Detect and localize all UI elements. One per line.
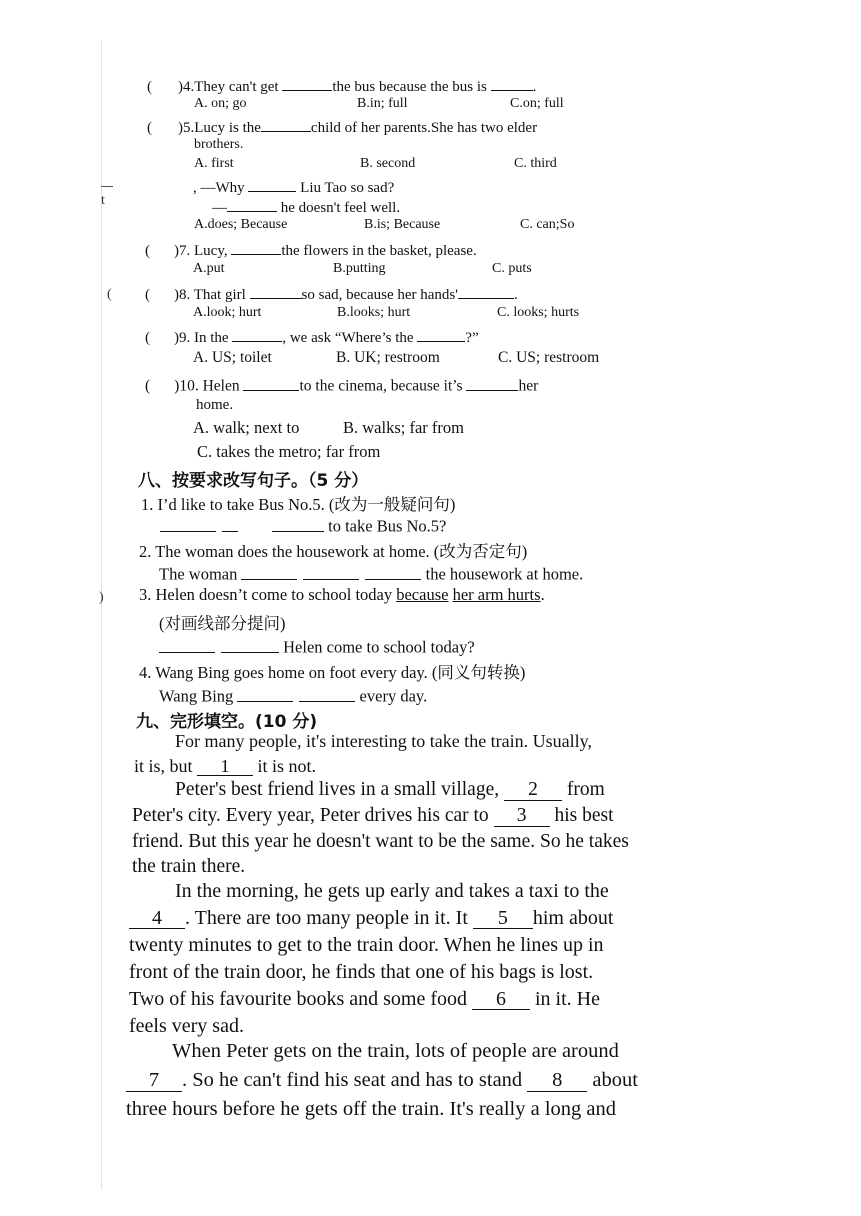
q6-blank-2[interactable] xyxy=(227,196,277,212)
q10-option-a[interactable]: A. walk; next to xyxy=(193,418,300,437)
answer-paren: ( xyxy=(145,377,151,395)
cloze-text: . There are too many people in it. It xyxy=(185,907,473,929)
cloze-text: Peter's city. Every year, Peter drives his car to xyxy=(132,805,494,826)
q4-option-b[interactable]: B.in; full xyxy=(357,96,408,111)
answer-paren: ( xyxy=(145,330,150,346)
q6-text-4: he doesn't feel well. xyxy=(277,200,401,216)
rewrite-3-prompt xyxy=(139,585,545,605)
margin-fold-line xyxy=(101,40,102,1190)
q8-text-1: )8. That girl xyxy=(174,287,250,303)
cloze-text: it is not. xyxy=(253,756,317,776)
rewrite-4-fill-2: every day. xyxy=(355,686,428,706)
q6-text-3: — xyxy=(212,200,227,216)
q6-option-c[interactable]: C. can;So xyxy=(520,217,575,232)
q4-text-2: the bus because the bus is xyxy=(332,79,491,95)
q5-option-a[interactable]: A. first xyxy=(194,156,234,171)
rewrite-3-fill-text: Helen come to school today? xyxy=(279,637,475,657)
q4-text-3: . xyxy=(532,79,537,95)
q8-option-a[interactable]: A.look; hurt xyxy=(193,305,262,320)
answer-paren: ( xyxy=(145,287,150,303)
question-7 xyxy=(145,239,477,260)
q9-blank-1[interactable] xyxy=(232,326,282,342)
q5-text-3: brothers. xyxy=(194,137,244,152)
question-6 xyxy=(193,176,394,197)
q4-blank-2[interactable] xyxy=(491,75,533,91)
q9-option-c[interactable]: C. US; restroom xyxy=(498,349,600,366)
rewrite-2-blank-1[interactable] xyxy=(241,562,297,580)
q7-text-1: )7. Lucy, xyxy=(174,243,232,259)
cloze-blank-5[interactable]: 5 xyxy=(473,908,533,929)
q9-option-b[interactable]: B. UK; restroom xyxy=(336,349,440,366)
q9-option-a[interactable]: A. US; toilet xyxy=(193,349,272,366)
q10-text-4: home. xyxy=(196,397,234,413)
cloze-blank-7[interactable]: 7 xyxy=(126,1070,182,1092)
cloze-text: from xyxy=(561,779,605,800)
rewrite-4-fill-1: Wang Bing xyxy=(159,686,238,706)
cloze-text: Peter's best friend lives in a small village, xyxy=(175,779,504,800)
rewrite-1-answer xyxy=(160,514,446,537)
q6-blank-1[interactable] xyxy=(248,176,296,192)
q4-option-c[interactable]: C.on; full xyxy=(510,96,564,111)
cloze-text: in it. He xyxy=(530,988,600,1010)
q7-option-b[interactable]: B.putting xyxy=(333,261,386,276)
q10-option-c[interactable]: C. takes the metro; far from xyxy=(197,442,381,461)
cloze-text: his best xyxy=(549,805,614,826)
q4-text-1: )4.They can't get xyxy=(178,79,283,95)
rewrite-4-answer xyxy=(159,684,427,707)
margin-mark-paren: ( xyxy=(107,287,112,302)
rewrite-3-note: (对画线部分提问) xyxy=(159,614,286,633)
rewrite-1-blank-1[interactable] xyxy=(160,514,216,532)
cloze-blank-1[interactable]: 1 xyxy=(197,757,253,776)
margin-mark-t: t xyxy=(101,193,105,208)
cloze-line-5: friend. But this year he doesn't want to be the same. So he takes xyxy=(132,831,629,852)
cloze-blank-3[interactable]: 3 xyxy=(494,806,550,827)
cloze-line-3 xyxy=(175,779,605,801)
cloze-line-8 xyxy=(129,907,613,930)
question-6-answer-line xyxy=(212,196,400,217)
q7-option-c[interactable]: C. puts xyxy=(492,261,532,276)
rewrite-2-fill-1: The woman xyxy=(159,564,242,584)
cloze-line-4 xyxy=(132,805,613,827)
cloze-line-13: When Peter gets on the train, lots of people are around xyxy=(172,1040,619,1062)
q8-text-3: . xyxy=(513,287,518,303)
q7-option-a[interactable]: A.put xyxy=(193,261,225,276)
q8-blank-1[interactable] xyxy=(250,283,302,299)
q9-text-1: )9. In the xyxy=(174,330,233,346)
cloze-blank-6[interactable]: 6 xyxy=(472,989,530,1010)
q10-text-1: )10. Helen xyxy=(174,377,244,395)
answer-paren: ( xyxy=(147,120,152,136)
q8-option-c[interactable]: C. looks; hurts xyxy=(497,305,580,320)
q5-text-1: )5.Lucy is the xyxy=(178,120,261,136)
q4-blank-1[interactable] xyxy=(282,75,332,91)
cloze-line-7: In the morning, he gets up early and takes a taxi to the xyxy=(175,880,609,902)
q5-blank-1[interactable] xyxy=(261,116,311,132)
cloze-text: it is, but xyxy=(134,756,198,776)
cloze-line-10: front of the train door, he finds that one of his bags is lost. xyxy=(129,961,594,983)
q9-text-2: , we ask “Where’s the xyxy=(282,330,418,346)
rewrite-3-text-2: . xyxy=(540,585,545,604)
cloze-text: . So he can't find his seat and has to stand xyxy=(182,1069,528,1091)
question-8 xyxy=(145,283,518,304)
q10-text-3: her xyxy=(518,377,539,395)
cloze-text: about xyxy=(587,1069,638,1091)
q5-text-2: child of her parents.She has two elder xyxy=(310,120,538,136)
q5-option-c[interactable]: C. third xyxy=(514,156,557,171)
q9-text-3: ?” xyxy=(465,330,479,346)
q6-text-1: , —Why xyxy=(193,180,249,196)
section-8-heading: 八、按要求改写句子。（5 分） xyxy=(138,471,369,491)
rewrite-2-blank-2[interactable] xyxy=(303,562,359,580)
cloze-line-1: For many people, it's interesting to take the train. Usually, xyxy=(175,731,592,751)
question-5 xyxy=(147,116,537,137)
cloze-text: Two of his favourite books and some food xyxy=(129,988,472,1010)
margin-mark-close-paren: ) xyxy=(99,590,104,605)
section-9-heading: 九、完形填空。(10 分) xyxy=(136,712,318,732)
cloze-line-2 xyxy=(134,756,316,777)
q9-blank-2[interactable] xyxy=(417,326,465,342)
q10-option-b[interactable]: B. walks; far from xyxy=(343,418,464,437)
q8-blank-2[interactable] xyxy=(458,283,514,299)
rewrite-3-text-1: 3. Helen doesn’t come to school today xyxy=(139,585,397,604)
question-10 xyxy=(145,374,538,396)
cloze-line-6: the train there. xyxy=(132,856,246,877)
q7-blank-1[interactable] xyxy=(231,239,281,255)
q5-option-b[interactable]: B. second xyxy=(360,156,416,171)
margin-tick-mark xyxy=(101,186,113,187)
rewrite-3-underlined-2: her arm hurts xyxy=(452,585,541,604)
rewrite-4-blank-2[interactable] xyxy=(299,684,355,702)
cloze-blank-2[interactable]: 2 xyxy=(504,780,562,801)
cloze-line-15: three hours before he gets off the train. It's really a long and xyxy=(126,1098,617,1120)
q10-blank-2[interactable] xyxy=(466,374,518,391)
rewrite-3-underlined-1: because xyxy=(396,585,449,604)
answer-paren: ( xyxy=(147,79,152,95)
q10-text-2: to the cinema, because it’s xyxy=(299,377,467,395)
cloze-line-12: feels very sad. xyxy=(129,1015,244,1037)
q7-text-2: the flowers in the basket, please. xyxy=(281,243,477,259)
rewrite-1-fill-text: to take Bus No.5? xyxy=(324,516,447,536)
q10-blank-1[interactable] xyxy=(243,374,299,391)
q8-text-2: so sad, because her hands' xyxy=(301,287,458,303)
q6-option-b[interactable]: B.is; Because xyxy=(364,217,441,232)
rewrite-4-prompt: 4. Wang Bing goes home on foot every day. (同义句转换) xyxy=(139,663,526,682)
rewrite-2-blank-3[interactable] xyxy=(365,562,421,580)
rewrite-2-answer xyxy=(159,562,583,585)
q6-text-2: Liu Tao so sad? xyxy=(296,180,395,196)
answer-paren: ( xyxy=(145,243,150,259)
rewrite-2-fill-2: the housework at home. xyxy=(421,564,584,584)
rewrite-3-blank-2[interactable] xyxy=(221,635,279,653)
cloze-line-9: twenty minutes to get to the train door. When he lines up in xyxy=(129,934,604,956)
cloze-blank-8[interactable]: 8 xyxy=(527,1070,587,1092)
rewrite-1-blank-3[interactable] xyxy=(272,514,324,532)
rewrite-1-blank-2[interactable] xyxy=(222,514,238,532)
cloze-line-14 xyxy=(126,1069,638,1092)
cloze-line-11 xyxy=(129,988,600,1011)
rewrite-4-blank-1[interactable] xyxy=(237,684,293,702)
q4-option-a[interactable]: A. on; go xyxy=(194,96,247,111)
rewrite-3-answer xyxy=(159,635,475,658)
cloze-text: him about xyxy=(532,907,614,929)
rewrite-1-prompt: 1. I’d like to take Bus No.5. (改为一般疑问句) xyxy=(141,495,456,514)
q8-option-b[interactable]: B.looks; hurt xyxy=(337,305,411,320)
cloze-blank-4[interactable]: 4 xyxy=(129,908,185,929)
q6-option-a[interactable]: A.does; Because xyxy=(194,217,288,232)
rewrite-3-blank-1[interactable] xyxy=(159,635,215,653)
question-9 xyxy=(145,326,479,347)
rewrite-2-prompt: 2. The woman does the housework at home. (改为否定句) xyxy=(139,542,528,561)
question-4 xyxy=(147,75,536,96)
